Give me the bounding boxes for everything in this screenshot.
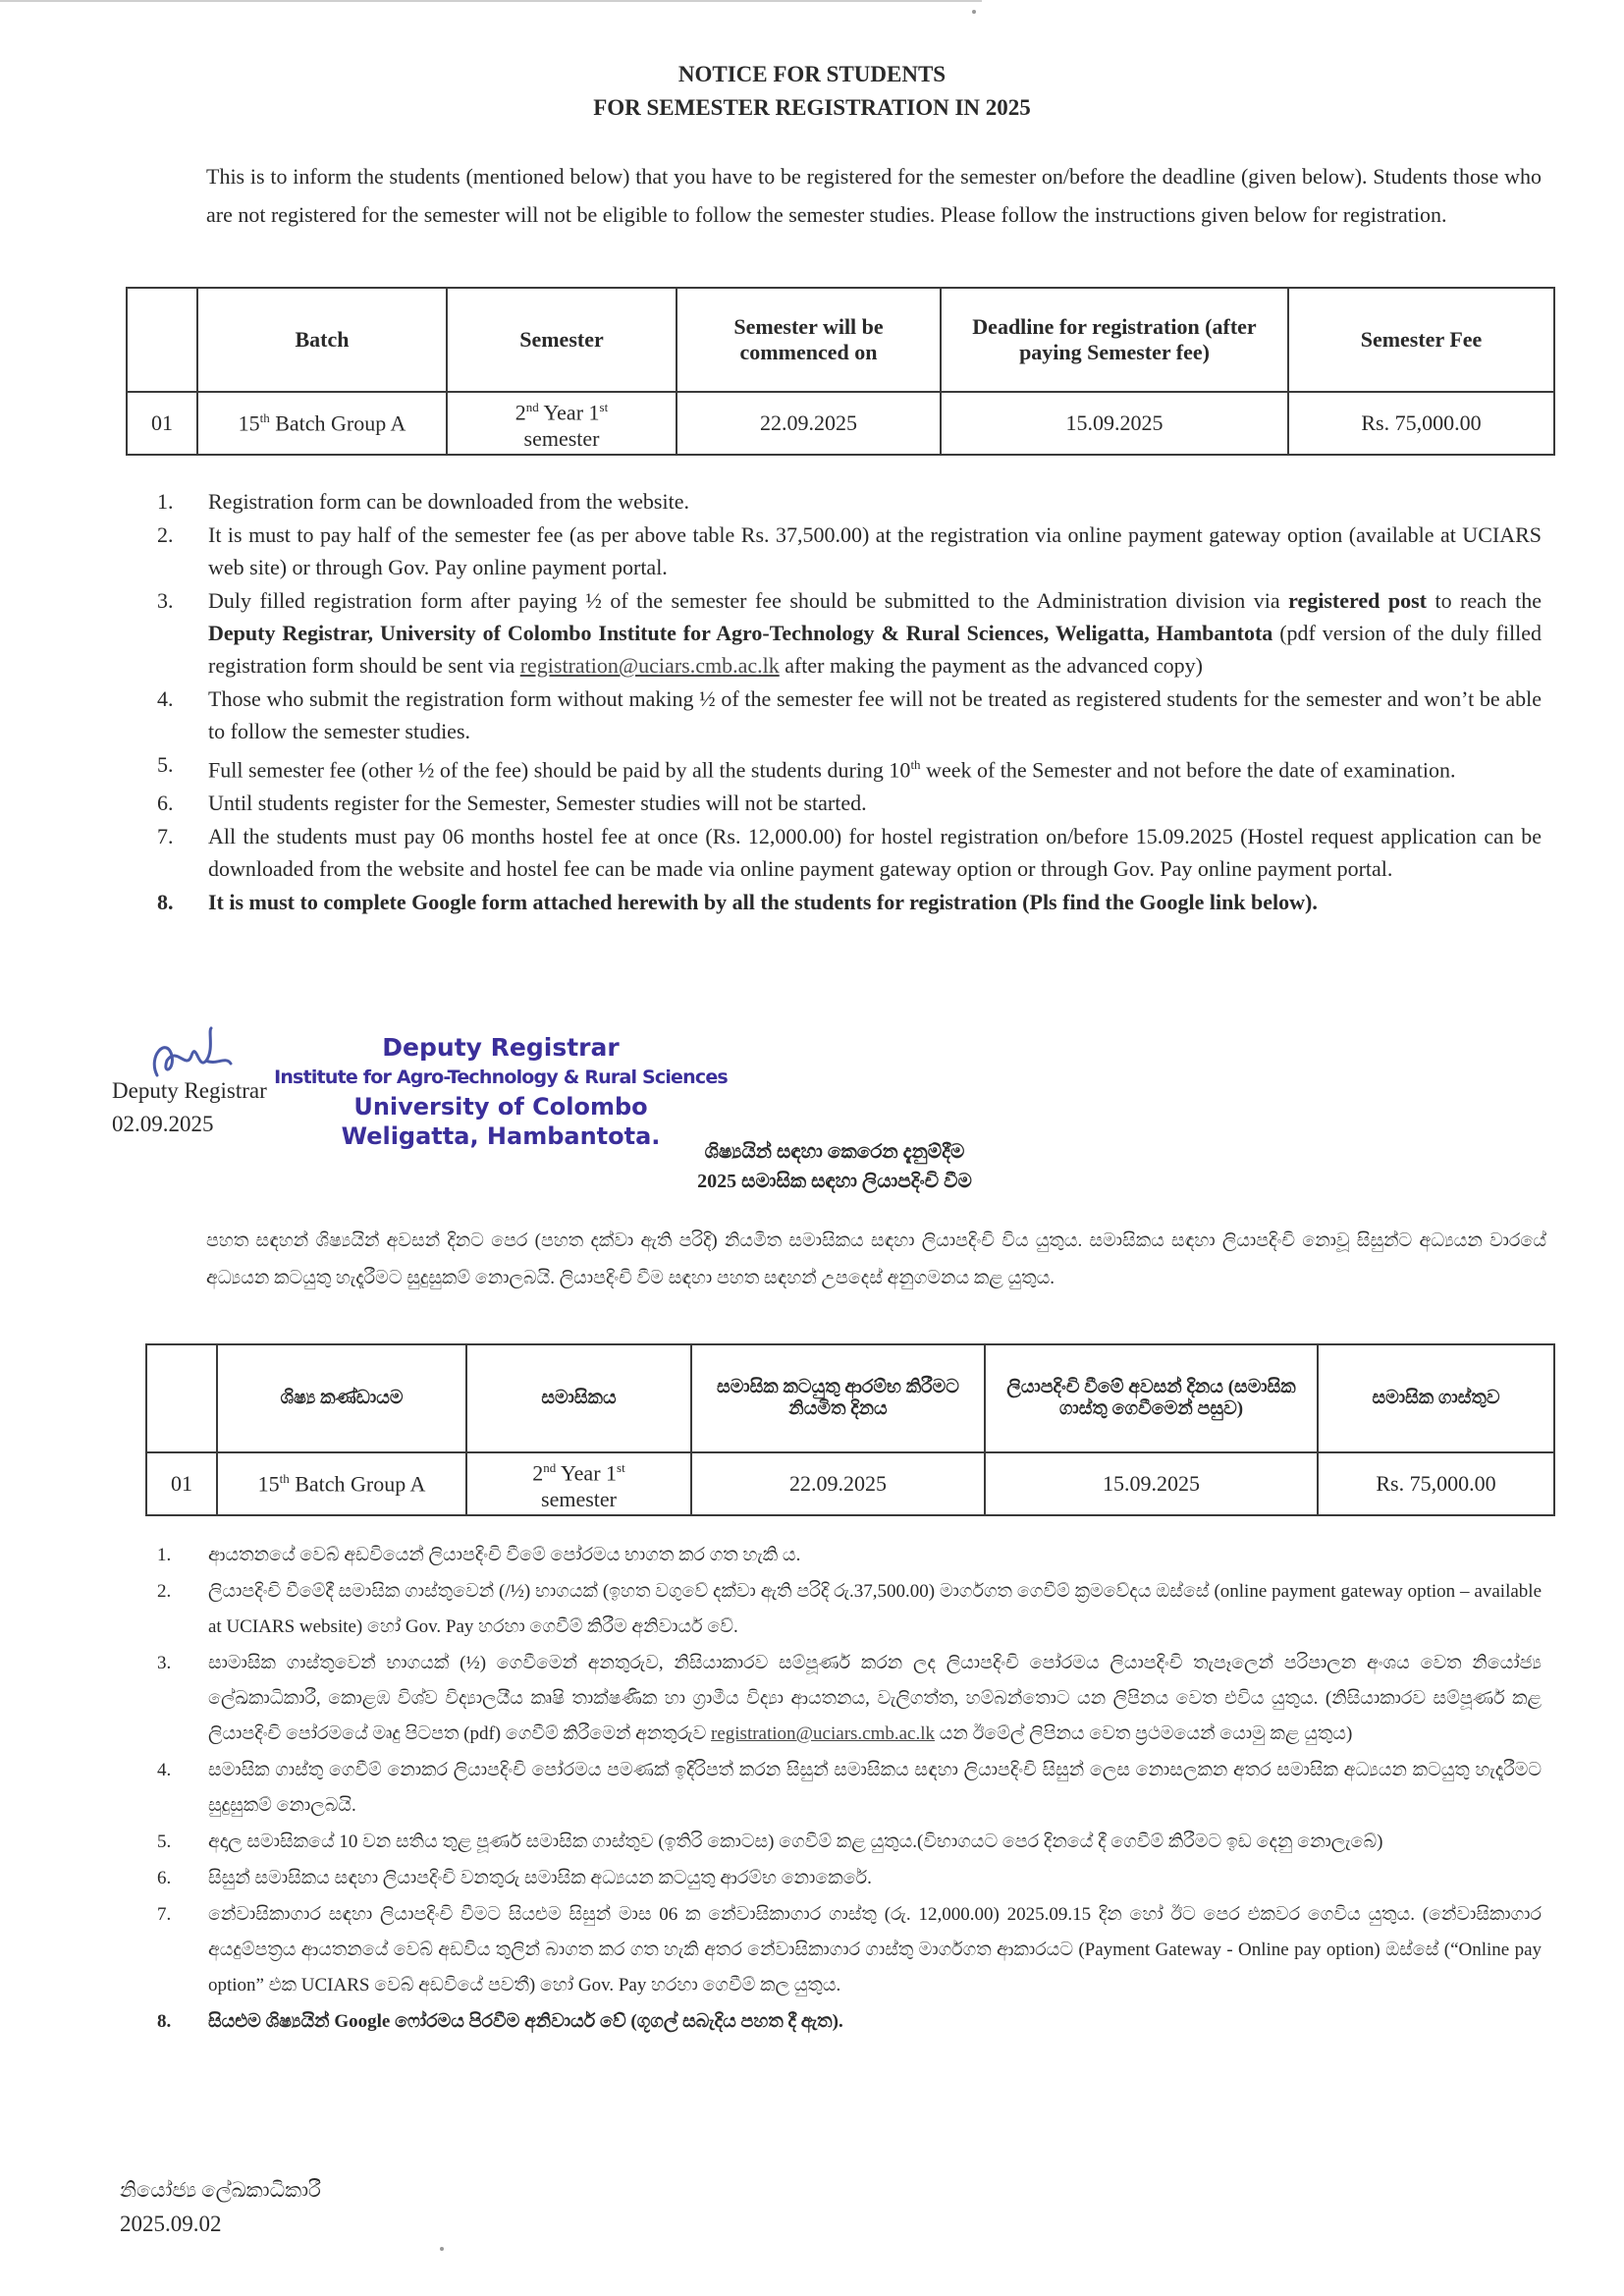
intro-paragraph-si: පහත සඳහන් ශිෂ්‍යයින් අවසන් දිනට පෙර (පහත දක්වා ඇති පරිදි) නියමිත සමාසිකය සඳහා ලියාපදිංචි විය යුතුය. සමාසිකය සඳහා ලියාපදිංචි නොවූ සිසුන්ට අධ්‍යයන වාරයේ අධ්‍යයන කටයුතු හැදෑරීමට සුදුසුකම් නොලබයි. ලියාපදිංචි වීම සඳහා පහත සඳහන් උපදෙස් අනුගමනය කළ යුතුය. [206,1230,1546,1288]
cell-commence: 22.09.2025 [691,1452,985,1515]
instructions-list-en [157,485,1542,919]
registration-table-si [145,1343,1555,1516]
table-header-row [127,288,1554,392]
header-fee: Semester Fee [1288,288,1554,392]
header-semester: Semester [447,288,677,392]
official-stamp [245,1033,756,1151]
cell-no: 01 [146,1452,217,1515]
signatory-title-si: නියෝජ්‍ය ලේඛකාධිකාරී [120,2178,321,2202]
list-item: 3. Duly filled registration form after paying ½ of the semester fee should be submitted to the Administration division via registered post to reach the Deputy Registrar, University of Colombo Institute for Agro-Technology & Rural Sciences, Weligatta, Hambantota (pdf version of the duly filled registration form should be sent via registration@uciars.cmb.ac.lk after making the payment as the advanced copy) [157,588,1543,678]
list-item: 7. නේවාසිකාගාර සඳහා ලියාපදිංචි වීමට සියළුම සිසුන් මාස 06 ක නේවාසිකාගාර ගාස්තු (රු. 12,000.00) 2025.09.15 දින හෝ ඊට පෙර එකවර ගෙවිය යුතුය. (නේවාසිකාගාර අයදුම්පත්‍රය ආයතනයේ වෙබ් අඩවිය තුලින් බාගත කර ගත හැකි අතර නේවාසිකාගාර ගාස්තු මාර්ගගත ආකාරයට (Payment Gateway - Online pay option) ඔස්සේ (“Online pay option” එක UCIARS වෙබ් අඩවියේ පවතී) හෝ Gov. Pay හරහා ගෙවීම් කල යුතුය. [157,1904,1542,1995]
cell-deadline: 15.09.2025 [941,392,1288,455]
signatory-date-si: 2025.09.02 [120,2212,222,2236]
notice-title-si: ශිෂ්‍යයින් සඳහා කෙරෙන දැනුම්දීම [704,1141,965,1163]
cell-fee: Rs. 75,000.00 [1288,392,1554,455]
header-no [146,1344,217,1452]
cell-no: 01 [127,392,197,455]
signatory-date-en: 02.09.2025 [112,1112,214,1136]
stamp-line-2: Institute for Agro-Technology & Rural Sciences [274,1066,728,1088]
header-semester: සමාසිකය [466,1344,691,1452]
cell-deadline: 15.09.2025 [985,1452,1318,1515]
cell-semester: 2nd Year 1st semester [466,1452,691,1515]
list-item: 7. All the students must pay 06 months hostel fee at once (Rs. 12,000.00) for hostel registration on/before 15.09.2025 (Hostel request application can be downloaded from the website and hostel fee can be made via online payment gateway option or through Gov. Pay online payment portal. [157,824,1542,882]
registration-table-en [126,287,1555,456]
cell-semester: 2nd Year 1st semester [447,392,677,455]
list-item: 2. It is must to pay half of the semester fee (as per above table Rs. 37,500.00) at the registration via online payment gateway option (available at UCIARS web site) or through Gov. Pay online payment portal. [157,522,1542,579]
list-item: 5. අදාල සමාසිකයේ 10 වන සතිය තුළ පූර්ණ සමාසික ගාස්තුව (ඉතිරි කොටස) ගෙවීම් කළ යුතුය.(විභාගයට පෙර දිනයේ දී ගෙවීම් කිරීමට ඉඩ දෙනු නොලැබේ) [157,1831,1383,1852]
list-item: 6. සිසුන් සමාසිකය සඳහා ලියාපදිංචි වනතුරු සමාසික අධ්‍යයන කටයුතු ආරම්භ නොකෙරේ. [157,1868,872,1888]
intro-paragraph-en: This is to inform the students (mentioned below) that you have to be registered for the semester on/before the deadline (given below). Students those who are not registered for the semester will not be eligible to follow the semester studies. Please follow the instructions given below for registration. [206,164,1542,227]
cell-fee: Rs. 75,000.00 [1318,1452,1554,1515]
list-item: 4. Those who submit the registration form without making ½ of the semester fee will not be treated as registered students for the semester and won’t be able to follow the semester studies. [157,686,1542,743]
registration-email-link[interactable]: registration@uciars.cmb.ac.lk [519,653,780,678]
list-item: 1. ආයතනයේ වෙබ් අඩවියෙන් ලියාපදිංචි වීමේ පෝරමය භාගත කර ගත හැකි ය. [157,1545,801,1565]
list-item: 1. Registration form can be downloaded from the website. [157,489,689,514]
list-item: 5. Full semester fee (other ½ of the fee) should be paid by all the students during 10th week of the Semester and not before the date of examination. [157,752,1456,783]
scan-speck [972,10,976,14]
table-row [146,1452,1554,1515]
header-fee: සමාසික ගාස්තුව [1318,1344,1554,1452]
list-item: 2. ලියාපදිංචි වීමේදී සමාසික ගාස්තුවෙන් (/½) භාගයක් (ඉහත වගුවේ දක්වා ඇති පරිදි රු.37,500.00) මාර්ගගත ගෙවීම් ක්‍රමවේදය ඔස්සේ (online payment gateway option – available at UCIARS website) හෝ Gov. Pay හරහා ගෙවීම් කිරීම අනිවාර්ය වේ. [157,1581,1542,1637]
registration-email-link-si[interactable]: registration@uciars.cmb.ac.lk [711,1723,936,1744]
instructions-list-si [157,1538,1542,2041]
table-header-row [146,1344,1554,1452]
table-row [127,392,1554,455]
notice-subtitle-si: 2025 සමාසික සඳහා ලියාපදිංචි වීම [697,1171,972,1192]
list-item: 8. සියළුම ශිෂ්‍යයින් Google ෆෝරමය පිරවීම අනිවාර්ය වේ (ගූගල් සබැදිය පහත දී ඇත). [157,2011,843,2032]
notice-subtitle: FOR SEMESTER REGISTRATION IN 2025 [593,95,1031,120]
notice-title: NOTICE FOR STUDENTS [677,62,947,86]
header-deadline: ලියාපදිංචි වීමේ අවසන් දිනය (සමාසික ගාස්තු ගෙවීමෙන් පසුව) [985,1344,1318,1452]
stamp-line-4: Weligatta, Hambantota. [341,1122,661,1150]
stamp-line-1: Deputy Registrar [382,1033,620,1062]
page-top-edge [0,0,982,2]
header-batch: ශිෂ්‍ය කණ්ඩායම [217,1344,466,1452]
cell-batch: 15th Batch Group A [217,1452,466,1515]
list-item: 3. සාමාසික ගාස්තුවෙන් භාගයක් (½) ගෙවීමෙන් අනතුරුව, නිසියාකාරව සම්පූර්ණ කරන ලද ලියාපදිංචි පෝරමය ලියාපදිංචි තැපෑලෙන් පරිපාලන අංශය වෙත නියෝජ්‍ය ලේඛකාධිකාරී, කොළඹ විශ්ව විද්‍යාලයීය කෘෂි තාක්ෂණික හා ග්‍රාමීය විද්‍යා ආයතනය, වැලිගත්ත, හම්බන්තොට යන ලිපිනය වෙත එවිය යුතුය. (නිසියාකාරව සම්පූර්ණ කළ ලියාපදිංචි පෝරමයේ මෘදු පිටපත (pdf) ගෙවීම් කිරීමෙන් අනතුරුව registration@uciars.cmb.ac.lk යන ඊමේල් ලිපිනය වෙත ප්‍රථමයෙන් යොමු කළ යුතුය) [157,1653,1542,1744]
cell-commence: 22.09.2025 [677,392,941,455]
list-item: 8. It is must to complete Google form attached herewith by all the students for registration (Pls find the Google link below). [157,890,1318,915]
header-deadline: Deadline for registration (after paying Semester fee) [941,288,1288,392]
header-batch: Batch [197,288,447,392]
list-item: 4. සමාසික ගාස්තු ගෙවීම් නොකර ලියාපදිංචි පෝරමය පමණක් ඉදිරිපත් කරන සිසුන් සමාසිකය සඳහා ලියාපදිංචි සිසුන් ලෙස නොසලකන අතර සමාසික අධ්‍යයන කටයුතු හැදෑරීමට සුදුසුකම් නොලබයි. [157,1760,1542,1816]
header-commence: සමාසික කටයුතු ආරම්භ කිරීමට නියමිත දිනය [691,1344,985,1452]
header-no [127,288,197,392]
stamp-line-3: University of Colombo [353,1093,648,1121]
list-item: 6. Until students register for the Semester, Semester studies will not be started. [157,791,867,816]
cell-batch: 15th Batch Group A [197,392,447,455]
signatory-title-en: Deputy Registrar [112,1078,267,1103]
header-commence: Semester will be commenced on [677,288,941,392]
scan-speck [440,2247,444,2251]
